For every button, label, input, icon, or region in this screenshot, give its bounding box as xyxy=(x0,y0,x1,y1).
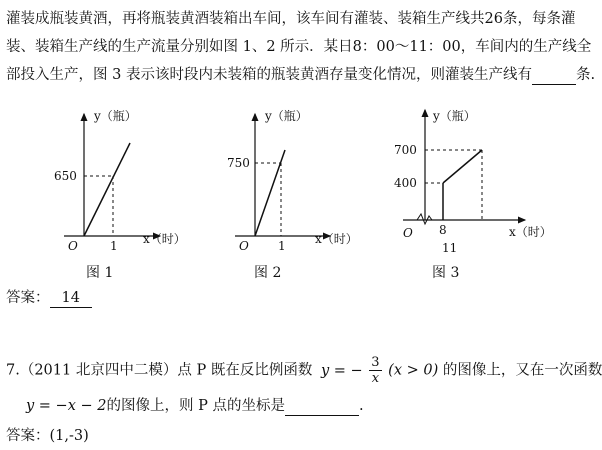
x-axis-label: x（时） xyxy=(143,232,186,246)
y-axis-label: y（瓶） xyxy=(265,109,308,123)
answer-7 xyxy=(6,427,89,445)
problem-line-2: 装、装箱生产线的生产流量分别如图 1、2 所示．某日8：00～11：00，车间内的生产线全 xyxy=(6,39,592,55)
problem-7-end: . xyxy=(358,398,364,414)
answer-value: 14 xyxy=(50,289,92,308)
x-axis-label: x（时） xyxy=(315,232,358,246)
figure-3-caption: 图 3 xyxy=(432,265,460,281)
figure-3 xyxy=(385,100,565,270)
y-tick-label: 650 xyxy=(54,169,77,183)
answer-blank-7 xyxy=(285,397,359,416)
y-tick-high-label: 700 xyxy=(394,143,417,157)
stock-line xyxy=(443,150,482,183)
function-lhs: y = − xyxy=(320,362,363,379)
y-axis-label: y（瓶） xyxy=(94,109,137,123)
problem-line-1: 灌装成瓶装黄酒，再将瓶装黄酒装箱出车间，该车间有灌装、装箱生产线共26条，每条灌 xyxy=(6,11,576,27)
problem-line-3-end: 条. xyxy=(575,67,596,83)
function-condition: (x > 0) xyxy=(388,362,439,379)
answer-label: 答案： xyxy=(6,290,50,306)
y-axis-label: y（瓶） xyxy=(433,109,476,123)
production-line xyxy=(84,143,130,236)
linear-function: y = −x − 2 xyxy=(26,398,107,414)
answer-blank xyxy=(532,66,576,85)
answer-1 xyxy=(6,289,92,308)
y-tick-label: 750 xyxy=(227,156,250,170)
problem-7-line-1 xyxy=(6,355,602,386)
x-tick-label: 1 xyxy=(110,239,118,253)
figure-2-caption: 图 2 xyxy=(254,265,282,281)
problem-7-line-2 xyxy=(26,397,364,416)
x-tick-label: 1 xyxy=(278,239,286,253)
figure-2 xyxy=(225,100,358,260)
problem-7-question: 的图像上，则 P 点的坐标是 xyxy=(106,398,285,414)
fraction xyxy=(369,355,381,386)
origin-label: O xyxy=(403,226,413,240)
problem-7-suffix: 的图像上，又在一次函数 xyxy=(442,362,602,379)
figure-1-caption: 图 1 xyxy=(86,265,114,281)
fraction-denominator: x xyxy=(371,371,380,386)
y-tick-low-label: 400 xyxy=(394,176,417,190)
x-axis-label: x（时） xyxy=(509,225,552,239)
answer-value: (1,-3) xyxy=(49,428,89,444)
figure-1 xyxy=(50,100,186,260)
answer-label: 答案： xyxy=(6,428,50,444)
problem-line-3 xyxy=(6,66,595,85)
origin-label: O xyxy=(68,239,78,253)
problem-7-prefix: 7.（2011 北京四中二模）点 P 既在反比例函数 xyxy=(6,362,313,379)
x-tick-b-label: 11 xyxy=(442,241,458,255)
problem-line-3-text: 部投入生产，图 3 表示该时段内未装箱的瓶装黄酒存量变化情况，则灌装生产线有 xyxy=(6,67,532,83)
x-tick-a-label: 8 xyxy=(439,223,447,237)
origin-label: O xyxy=(239,239,249,253)
fraction-numerator: 3 xyxy=(371,355,380,370)
